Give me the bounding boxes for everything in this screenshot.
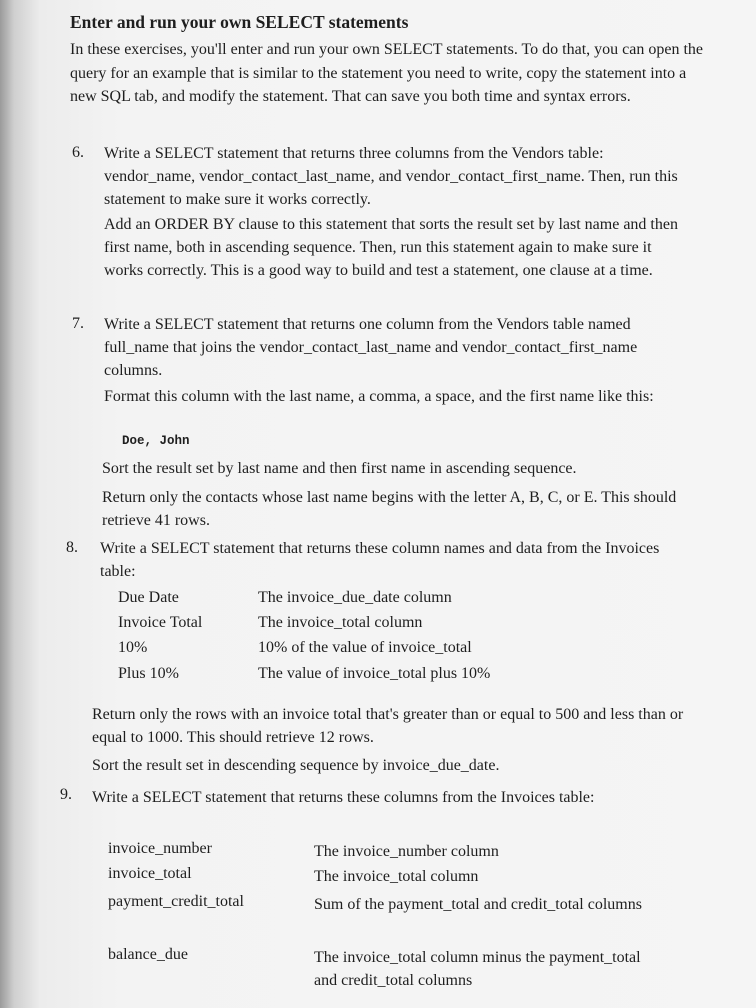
ex9-column-description: The invoice_total column minus the payment_total and credit_total columns (314, 949, 641, 989)
ex9-column-name: balance_due (108, 946, 188, 963)
section-heading: Enter and run your own SELECT statements (70, 12, 409, 32)
exercise-8-number: 8. (66, 539, 78, 556)
intro-paragraph: In these exercises, you'll enter and run your own SELECT statements. To do that, you can open the query for an example that is similar to the statement you need to write, copy the statement into a new SQL tab, and modify the statement. That can save you both time and syntax errors. (70, 41, 704, 105)
exercise-9-paragraph-1: Write a SELECT statement that returns these columns from the Invoices table: (92, 789, 595, 806)
ex8-column-description: The invoice_due_date column (258, 589, 452, 606)
ex9-column-name: invoice_number (108, 840, 212, 857)
ex9-column-name: invoice_total (108, 865, 192, 882)
exercise-9-number: 9. (60, 786, 72, 803)
exercise-7-paragraph-1: Write a SELECT statement that returns one column from the Vendors table named full_name that joins the vendor_contact_last_name and vendor_contact_first_name columns. (104, 316, 638, 379)
exercise-6-number: 6. (72, 144, 84, 161)
exercise-8-paragraph-3: Sort the result set in descending sequence by invoice_due_date. (92, 757, 500, 774)
ex8-column-name: 10% (118, 639, 148, 656)
ex8-column-name: Due Date (118, 589, 179, 606)
exercise-7-number: 7. (72, 315, 84, 332)
exercise-8-paragraph-2: Return only the rows with an invoice total that's greater than or equal to 500 and less than or equal to 1000. This should retrieve 12 rows. (92, 706, 684, 746)
ex9-column-name: payment_credit_total (108, 893, 244, 910)
ex8-column-description: The invoice_total column (258, 614, 423, 631)
ex8-column-description: The value of invoice_total plus 10% (258, 665, 491, 682)
ex8-column-name: Plus 10% (118, 665, 179, 682)
exercise-6-paragraph-2: Add an ORDER BY clause to this statement that sorts the result set by last name and then first name, both in ascending sequence. Then, run this statement again to make sure it works correctly. This is a good way to build and test a statement, one clause at a time. (104, 216, 678, 279)
ex9-column-description: The invoice_total column (314, 868, 479, 885)
exercise-7-paragraph-3: Sort the result set by last name and then first name in ascending sequence. (102, 460, 577, 477)
ex9-column-description: Sum of the payment_total and credit_total columns (314, 896, 642, 913)
ex9-column-description: The invoice_number column (314, 843, 499, 860)
ex8-column-name: Invoice Total (118, 614, 203, 631)
ex8-column-description: 10% of the value of invoice_total (258, 639, 472, 656)
exercise-6-paragraph-1: Write a SELECT statement that returns three columns from the Vendors table: vendor_name, vendor_contact_last_name, and vendor_contact_first_name. Then, run this statement to make sure it works correctly. (104, 145, 678, 208)
exercise-7-example: Doe, John (122, 434, 190, 448)
exercise-7-paragraph-4: Return only the contacts whose last name begins with the letter A, B, C, or E. This should retrieve 41 rows. (102, 489, 677, 529)
exercise-7-paragraph-2: Format this column with the last name, a comma, a space, and the first name like this: (104, 388, 654, 405)
exercise-8-paragraph-1: Write a SELECT statement that returns these column names and data from the Invoices table: (100, 540, 660, 580)
